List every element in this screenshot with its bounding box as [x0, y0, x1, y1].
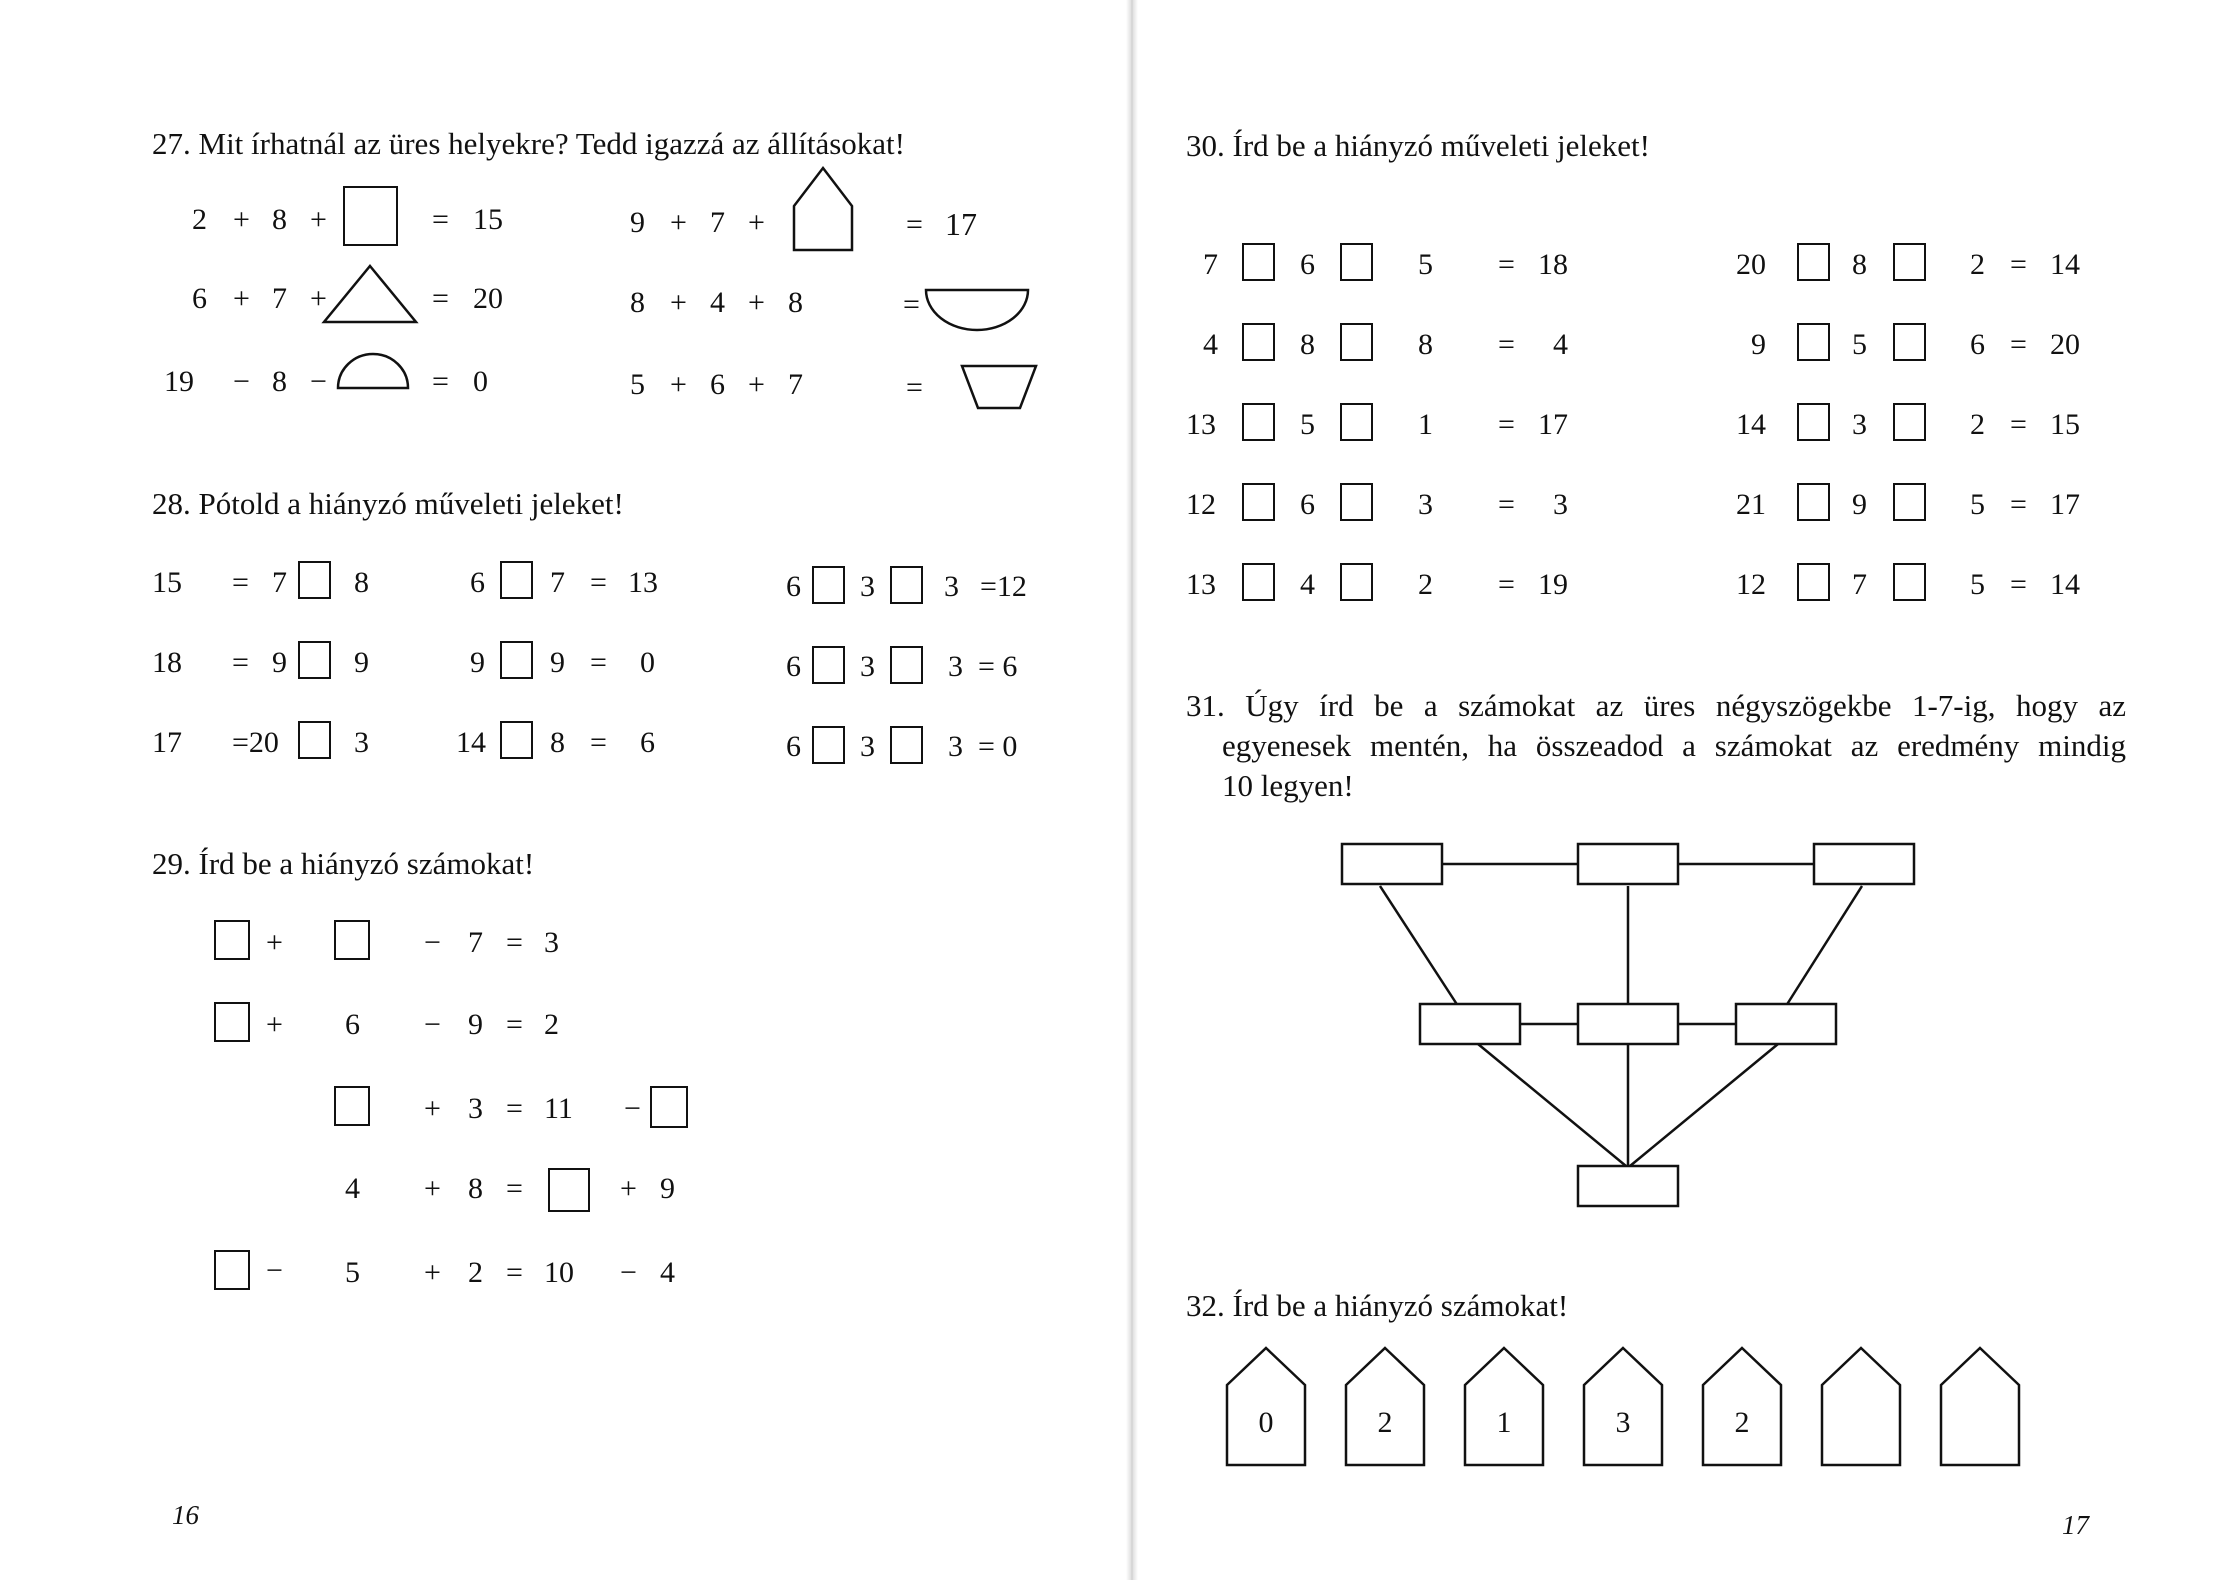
ex32-house-3-value: 1	[1496, 1406, 1512, 1439]
ex30-r2-res: 20	[2050, 328, 2080, 361]
ex28-c3-r2-b: 3	[860, 650, 875, 683]
ex30-l3-b: 5	[1300, 408, 1315, 441]
ex30-l3-blank1[interactable]	[1242, 403, 1275, 441]
ex27-r3-op1: −	[233, 365, 250, 398]
ex28-c2-r2-a: 9	[470, 646, 485, 679]
ex28-c3-r3-blank2[interactable]	[890, 726, 923, 764]
ex29-r4-op2: +	[620, 1172, 637, 1205]
ex32-house-6[interactable]	[1819, 1345, 1903, 1468]
ex27-r4-b: 7	[710, 206, 725, 239]
ex29-r3-res: 11	[544, 1092, 573, 1125]
ex29-r5-blank[interactable]	[214, 1250, 250, 1290]
ex29-r3-blank2[interactable]	[650, 1086, 688, 1128]
ex28-c2-r1-blank[interactable]	[500, 561, 533, 599]
ex29-r5-op2: +	[424, 1256, 441, 1289]
ex30-l5-a: 13	[1186, 568, 1216, 601]
exercise-31-instructions	[1186, 686, 2126, 806]
ex31-box-mid-left	[1420, 1004, 1520, 1044]
ex27-r2-eq: =	[432, 282, 449, 315]
ex30-l4-c: 3	[1418, 488, 1433, 521]
exercise-30-title: 30. Írd be a hiányzó műveleti jeleket!	[1186, 128, 1650, 163]
ex27-r1-a: 2	[192, 203, 207, 236]
ex28-c3-r2-res: = 6	[978, 650, 1018, 683]
ex27-semicircle-blank[interactable]	[334, 350, 412, 392]
ex28-c2-r2-b: 9	[550, 646, 565, 679]
ex30-r1-res: 14	[2050, 248, 2080, 281]
ex30-l2-c: 8	[1418, 328, 1433, 361]
ex27-r6-eq: =	[906, 371, 923, 404]
ex28-c2-r2-blank[interactable]	[500, 641, 533, 679]
ex27-r3-b: 8	[272, 365, 287, 398]
ex27-r2-a: 6	[192, 282, 207, 315]
ex28-c1-r3-a: 17	[152, 726, 182, 759]
ex28-c2-r2-eq: =	[590, 646, 607, 679]
ex30-r4-c: 5	[1970, 488, 1985, 521]
ex30-l1-res: 18	[1538, 248, 1568, 281]
ex28-c3-r1-c: 3	[944, 570, 959, 603]
ex29-r4-c: 9	[660, 1172, 675, 1205]
ex28-c2-r3-blank[interactable]	[500, 721, 533, 759]
ex27-r4-res: 17	[945, 206, 977, 242]
ex27-trapezoid-blank[interactable]	[958, 362, 1040, 412]
ex30-l5-blank2[interactable]	[1340, 563, 1373, 601]
ex28-c2-r3-a: 14	[456, 726, 486, 759]
ex30-l3-res: 17	[1538, 408, 1568, 441]
ex27-r2-op1: +	[233, 282, 250, 315]
ex27-r5-op2: +	[748, 286, 765, 319]
ex30-r4-eq: =	[2010, 488, 2027, 521]
ex30-r2-c: 6	[1970, 328, 1985, 361]
ex29-r2-eq: =	[506, 1008, 523, 1041]
ex30-l4-blank2[interactable]	[1340, 483, 1373, 521]
ex30-r1-b: 8	[1852, 248, 1867, 281]
ex30-l1-blank1[interactable]	[1242, 243, 1275, 281]
ex30-r3-c: 2	[1970, 408, 1985, 441]
ex27-r5-a: 8	[630, 286, 645, 319]
ex27-r2-op2: +	[310, 282, 327, 315]
ex27-r6-c: 7	[788, 368, 803, 401]
ex28-c1-r1-eq: =	[232, 566, 249, 599]
ex28-c1-r2-c: 9	[354, 646, 369, 679]
ex27-r1-op1: +	[233, 203, 250, 236]
ex30-r5-b: 7	[1852, 568, 1867, 601]
ex29-r1-blank2[interactable]	[334, 920, 370, 960]
ex28-c1-r1-c: 8	[354, 566, 369, 599]
ex27-r6-op1: +	[670, 368, 687, 401]
ex29-r5-res: 10	[544, 1256, 574, 1289]
ex28-c3-r2-blank2[interactable]	[890, 646, 923, 684]
ex30-l2-blank2[interactable]	[1340, 323, 1373, 361]
ex29-r4-eq: =	[506, 1172, 523, 1205]
ex31-edge-right-diagonal	[1786, 886, 1862, 1006]
ex28-c2-r1-eq: =	[590, 566, 607, 599]
ex28-c3-r1-blank1[interactable]	[812, 566, 845, 604]
ex31-line-1: 31. Úgy írd be a számokat az üres négyszögekbe 1-7-ig, hogy az	[1186, 688, 2126, 723]
ex28-c2-r1-res: 13	[628, 566, 658, 599]
ex31-line-2: egyenesek mentén, ha összeadod a számokat az eredmény mindig	[1222, 728, 2126, 763]
ex28-c2-r3-b: 8	[550, 726, 565, 759]
ex28-c3-r2-a: 6	[786, 650, 801, 683]
ex29-r5-c: 4	[660, 1256, 675, 1289]
exercise-27-title: 27. Mit írhatnál az üres helyekre? Tedd igazzá az állításokat!	[152, 126, 905, 161]
ex27-r4-eq: =	[906, 208, 923, 241]
ex27-pentagon-blank[interactable]	[790, 164, 856, 254]
ex27-triangle-blank[interactable]	[320, 262, 420, 326]
ex29-r5-a: 5	[345, 1256, 360, 1289]
ex29-r5-op3: −	[620, 1256, 637, 1289]
ex30-l1-a: 7	[1203, 248, 1218, 281]
ex30-l3-eq: =	[1498, 408, 1515, 441]
ex28-c2-r3-res: 6	[640, 726, 655, 759]
ex30-r5-c: 5	[1970, 568, 1985, 601]
ex30-r5-blank2[interactable]	[1893, 563, 1926, 601]
ex29-r2-n1: 6	[345, 1008, 360, 1041]
ex27-r1-b: 8	[272, 203, 287, 236]
ex32-house-1-value: 0	[1258, 1406, 1274, 1439]
ex30-l5-c: 2	[1418, 568, 1433, 601]
ex30-r4-a: 21	[1736, 488, 1766, 521]
ex30-r1-blank1[interactable]	[1797, 243, 1830, 281]
ex30-l5-b: 4	[1300, 568, 1315, 601]
ex30-r3-b: 3	[1852, 408, 1867, 441]
ex31-box-bottom	[1578, 1166, 1678, 1206]
ex28-c3-r3-b: 3	[860, 730, 875, 763]
ex27-r2-res: 20	[473, 282, 503, 315]
ex28-c2-r2-res: 0	[640, 646, 655, 679]
ex30-r2-blank1[interactable]	[1797, 323, 1830, 361]
ex27-r3-res: 0	[473, 365, 488, 398]
ex28-c1-r2-blank[interactable]	[298, 641, 331, 679]
ex29-r2-res: 2	[544, 1008, 559, 1041]
ex31-box-mid-center	[1578, 1004, 1678, 1044]
ex31-edge-left-diagonal	[1380, 886, 1458, 1006]
ex31-edge-lower-left	[1478, 1044, 1626, 1166]
ex30-l1-eq: =	[1498, 248, 1515, 281]
ex30-r2-b: 5	[1852, 328, 1867, 361]
ex29-r3-op2: −	[624, 1092, 641, 1125]
ex28-c3-r3-a: 6	[786, 730, 801, 763]
ex31-line-diagram	[1330, 836, 1930, 1216]
ex30-r4-blank1[interactable]	[1797, 483, 1830, 521]
ex28-c3-r2-blank1[interactable]	[812, 646, 845, 684]
ex30-r5-res: 14	[2050, 568, 2080, 601]
ex30-r1-eq: =	[2010, 248, 2027, 281]
ex30-r2-a: 9	[1751, 328, 1766, 361]
ex30-r3-res: 15	[2050, 408, 2080, 441]
ex31-box-top-right	[1814, 844, 1914, 884]
ex30-r3-a: 14	[1736, 408, 1766, 441]
ex30-l4-res: 3	[1553, 488, 1568, 521]
ex31-box-top-center	[1578, 844, 1678, 884]
ex29-r2-n2: 9	[468, 1008, 483, 1041]
ex30-l4-eq: =	[1498, 488, 1515, 521]
ex27-r3-a: 19	[164, 365, 194, 398]
ex30-r3-blank1[interactable]	[1797, 403, 1830, 441]
ex30-r3-eq: =	[2010, 408, 2027, 441]
ex29-r3-op1: +	[424, 1092, 441, 1125]
ex30-l4-blank1[interactable]	[1242, 483, 1275, 521]
ex30-l3-c: 1	[1418, 408, 1433, 441]
ex27-r5-op1: +	[670, 286, 687, 319]
ex27-r5-eq: =	[903, 288, 920, 321]
ex29-r1-op1: +	[266, 926, 283, 959]
ex30-r4-b: 9	[1852, 488, 1867, 521]
ex30-l1-blank2[interactable]	[1340, 243, 1373, 281]
ex28-c1-r3-c: 3	[354, 726, 369, 759]
ex28-c1-r2-b: 9	[272, 646, 287, 679]
ex29-r3-eq: =	[506, 1092, 523, 1125]
ex28-c3-r1-a: 6	[786, 570, 801, 603]
ex32-house-5-value: 2	[1734, 1406, 1750, 1439]
ex32-house-4-value: 3	[1615, 1406, 1631, 1439]
ex30-r1-blank2[interactable]	[1893, 243, 1926, 281]
ex27-r3-eq: =	[432, 365, 449, 398]
ex28-c3-r1-blank2[interactable]	[890, 566, 923, 604]
ex29-r4-op1: +	[424, 1172, 441, 1205]
page-number-right: 17	[2062, 1510, 2089, 1540]
ex28-c1-r3-eq: =20	[232, 726, 279, 759]
ex28-c1-r2-eq: =	[232, 646, 249, 679]
ex28-c1-r1-a: 15	[152, 566, 182, 599]
ex27-r6-op2: +	[748, 368, 765, 401]
ex30-r1-a: 20	[1736, 248, 1766, 281]
ex30-l3-blank2[interactable]	[1340, 403, 1373, 441]
ex28-c3-r3-blank1[interactable]	[812, 726, 845, 764]
ex30-l4-b: 6	[1300, 488, 1315, 521]
ex30-r3-blank2[interactable]	[1893, 403, 1926, 441]
ex29-r1-blank1[interactable]	[214, 920, 250, 960]
ex30-l2-res: 4	[1553, 328, 1568, 361]
ex27-r6-b: 6	[710, 368, 725, 401]
ex31-box-top-left	[1342, 844, 1442, 884]
ex28-c2-r3-eq: =	[590, 726, 607, 759]
ex30-r5-blank1[interactable]	[1797, 563, 1830, 601]
page-number-left: 16	[172, 1500, 199, 1530]
ex28-c1-r1-blank[interactable]	[298, 561, 331, 599]
ex28-c2-r1-b: 7	[550, 566, 565, 599]
ex28-c1-r1-b: 7	[272, 566, 287, 599]
ex29-r1-op2: −	[424, 926, 441, 959]
ex30-l1-b: 6	[1300, 248, 1315, 281]
ex28-c3-r3-c: 3	[948, 730, 963, 763]
ex30-r4-blank2[interactable]	[1893, 483, 1926, 521]
ex29-r2-op2: −	[424, 1008, 441, 1041]
ex27-square-blank[interactable]	[343, 186, 398, 246]
ex30-l4-a: 12	[1186, 488, 1216, 521]
ex28-c3-r3-res: = 0	[978, 730, 1018, 763]
ex32-house-2-value: 2	[1377, 1406, 1393, 1439]
ex30-r4-res: 17	[2050, 488, 2080, 521]
ex29-r3-blank1[interactable]	[334, 1086, 370, 1126]
ex28-c3-r2-c: 3	[948, 650, 963, 683]
ex32-house-7[interactable]	[1938, 1345, 2022, 1468]
ex27-r1-eq: =	[432, 203, 449, 236]
ex29-r5-op1: −	[266, 1254, 283, 1287]
ex28-c3-r1-b: 3	[860, 570, 875, 603]
ex27-r5-c: 8	[788, 286, 803, 319]
ex29-r1-eq: =	[506, 926, 523, 959]
ex29-r4-a: 4	[345, 1172, 360, 1205]
ex29-r2-op1: +	[266, 1008, 283, 1041]
ex30-r5-a: 12	[1736, 568, 1766, 601]
ex30-l2-b: 8	[1300, 328, 1315, 361]
ex27-r6-a: 5	[630, 368, 645, 401]
ex30-r2-eq: =	[2010, 328, 2027, 361]
ex29-r5-eq: =	[506, 1256, 523, 1289]
ex29-r3-n1: 3	[468, 1092, 483, 1125]
ex30-l5-blank1[interactable]	[1242, 563, 1275, 601]
ex30-l2-eq: =	[1498, 328, 1515, 361]
ex27-bowl-blank[interactable]	[922, 284, 1032, 334]
ex28-c1-r2-a: 18	[152, 646, 182, 679]
ex30-l1-c: 5	[1418, 248, 1433, 281]
ex27-r1-op2: +	[310, 203, 327, 236]
ex27-r4-a: 9	[630, 206, 645, 239]
ex27-r2-b: 7	[272, 282, 287, 315]
exercise-32-title: 32. Írd be a hiányzó számokat!	[1186, 1288, 1569, 1323]
exercise-28-title: 28. Pótold a hiányzó műveleti jeleket!	[152, 486, 624, 521]
book-spine	[1126, 0, 1138, 1580]
ex30-r2-blank2[interactable]	[1893, 323, 1926, 361]
ex30-r1-c: 2	[1970, 248, 1985, 281]
ex29-r2-blank[interactable]	[214, 1002, 250, 1042]
ex27-r3-op2: −	[310, 365, 327, 398]
ex28-c1-r3-blank[interactable]	[298, 721, 331, 759]
ex28-c2-r1-a: 6	[470, 566, 485, 599]
ex30-r5-eq: =	[2010, 568, 2027, 601]
ex27-r1-res: 15	[473, 203, 503, 236]
ex29-r4-b: 8	[468, 1172, 483, 1205]
ex30-l2-blank1[interactable]	[1242, 323, 1275, 361]
ex27-r4-op2: +	[748, 206, 765, 239]
ex29-r1-res: 3	[544, 926, 559, 959]
ex29-r5-b: 2	[468, 1256, 483, 1289]
ex27-r4-op1: +	[670, 206, 687, 239]
ex30-l2-a: 4	[1203, 328, 1218, 361]
ex29-r1-n2: 7	[468, 926, 483, 959]
ex30-l5-res: 19	[1538, 568, 1568, 601]
ex31-line-3: 10 legyen!	[1222, 768, 1354, 803]
ex27-r5-b: 4	[710, 286, 725, 319]
exercise-29-title: 29. Írd be a hiányzó számokat!	[152, 846, 535, 881]
ex28-c3-r1-res: =12	[980, 570, 1027, 603]
ex31-edge-lower-right	[1630, 1044, 1778, 1166]
ex30-l3-a: 13	[1186, 408, 1216, 441]
ex31-box-mid-right	[1736, 1004, 1836, 1044]
ex29-r4-blank[interactable]	[548, 1168, 590, 1212]
ex30-l5-eq: =	[1498, 568, 1515, 601]
